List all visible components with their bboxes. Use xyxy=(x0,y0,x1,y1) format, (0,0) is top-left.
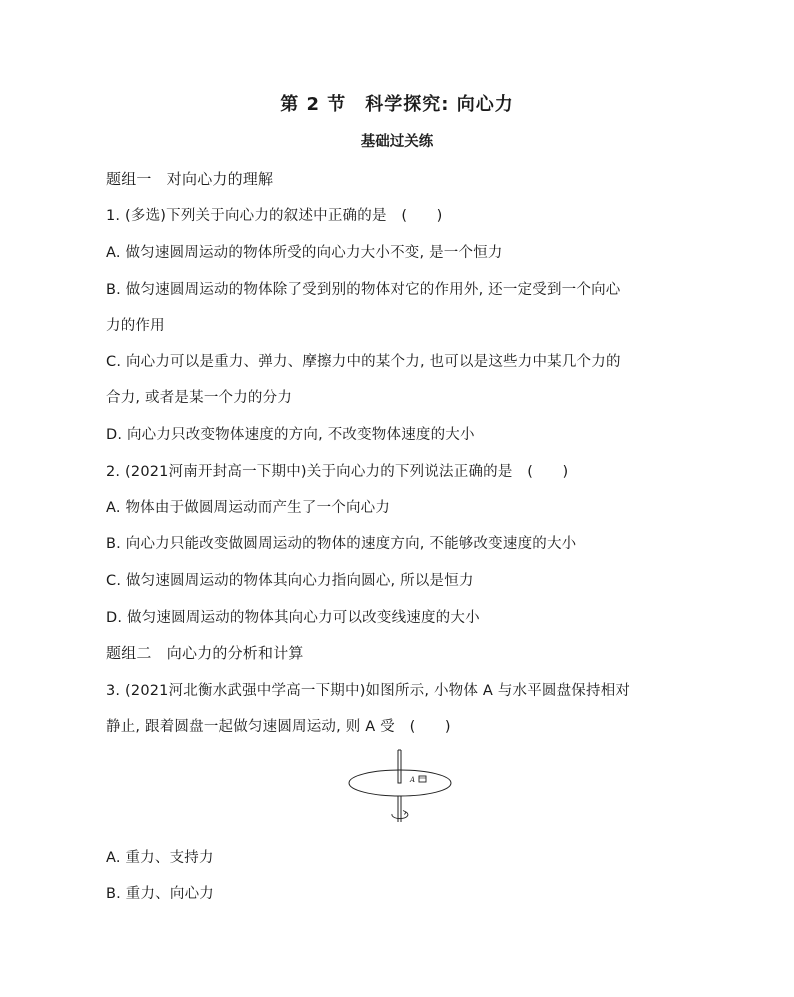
group-heading-2: 题组二 向心力的分析和计算 xyxy=(106,644,304,662)
question-2-option-a: A. 物体由于做圆周运动而产生了一个向心力 xyxy=(106,500,391,516)
question-3-option-b: B. 重力、向心力 xyxy=(106,886,214,902)
question-1-stem: 1. (多选)下列关于向心力的叙述中正确的是 ( ) xyxy=(106,208,443,224)
section-title: 第 2 节 科学探究: 向心力 xyxy=(280,94,514,115)
rotating-disk-diagram xyxy=(346,748,454,828)
question-3-stem: 3. (2021河北衡水武强中学高一下期中)如图所示, 小物体 A 与水平圆盘保持相对 xyxy=(106,683,631,699)
group-heading-1: 题组一 对向心力的理解 xyxy=(106,170,274,188)
section-subtitle: 基础过关练 xyxy=(360,134,434,150)
object-label: A xyxy=(410,776,416,784)
question-1-option-c-cont: 合力, 或者是某一个力的分力 xyxy=(106,390,293,406)
question-2-option-d: D. 做匀速圆周运动的物体其向心力可以改变线速度的大小 xyxy=(106,610,480,626)
question-2-stem: 2. (2021河南开封高一下期中)关于向心力的下列说法正确的是 ( ) xyxy=(106,464,569,480)
question-1-option-c: C. 向心力可以是重力、弹力、摩擦力中的某个力, 也可以是这些力中某几个力的 xyxy=(106,354,621,370)
question-3-option-a: A. 重力、支持力 xyxy=(106,850,214,866)
question-3-stem-cont: 静止, 跟着圆盘一起做匀速圆周运动, 则 A 受 ( ) xyxy=(106,719,451,735)
object-block xyxy=(419,776,426,782)
question-1-option-d: D. 向心力只改变物体速度的方向, 不改变物体速度的大小 xyxy=(106,427,475,443)
question-2-option-b: B. 向心力只能改变做圆周运动的物体的速度方向, 不能够改变速度的大小 xyxy=(106,536,577,552)
question-1-option-b-cont: 力的作用 xyxy=(106,318,165,334)
question-1-option-b: B. 做匀速圆周运动的物体除了受到别的物体对它的作用外, 还一定受到一个向心 xyxy=(106,282,621,298)
question-1-option-a: A. 做匀速圆周运动的物体所受的向心力大小不变, 是一个恒力 xyxy=(106,245,503,261)
question-2-option-c: C. 做匀速圆周运动的物体其向心力指向圆心, 所以是恒力 xyxy=(106,573,474,589)
